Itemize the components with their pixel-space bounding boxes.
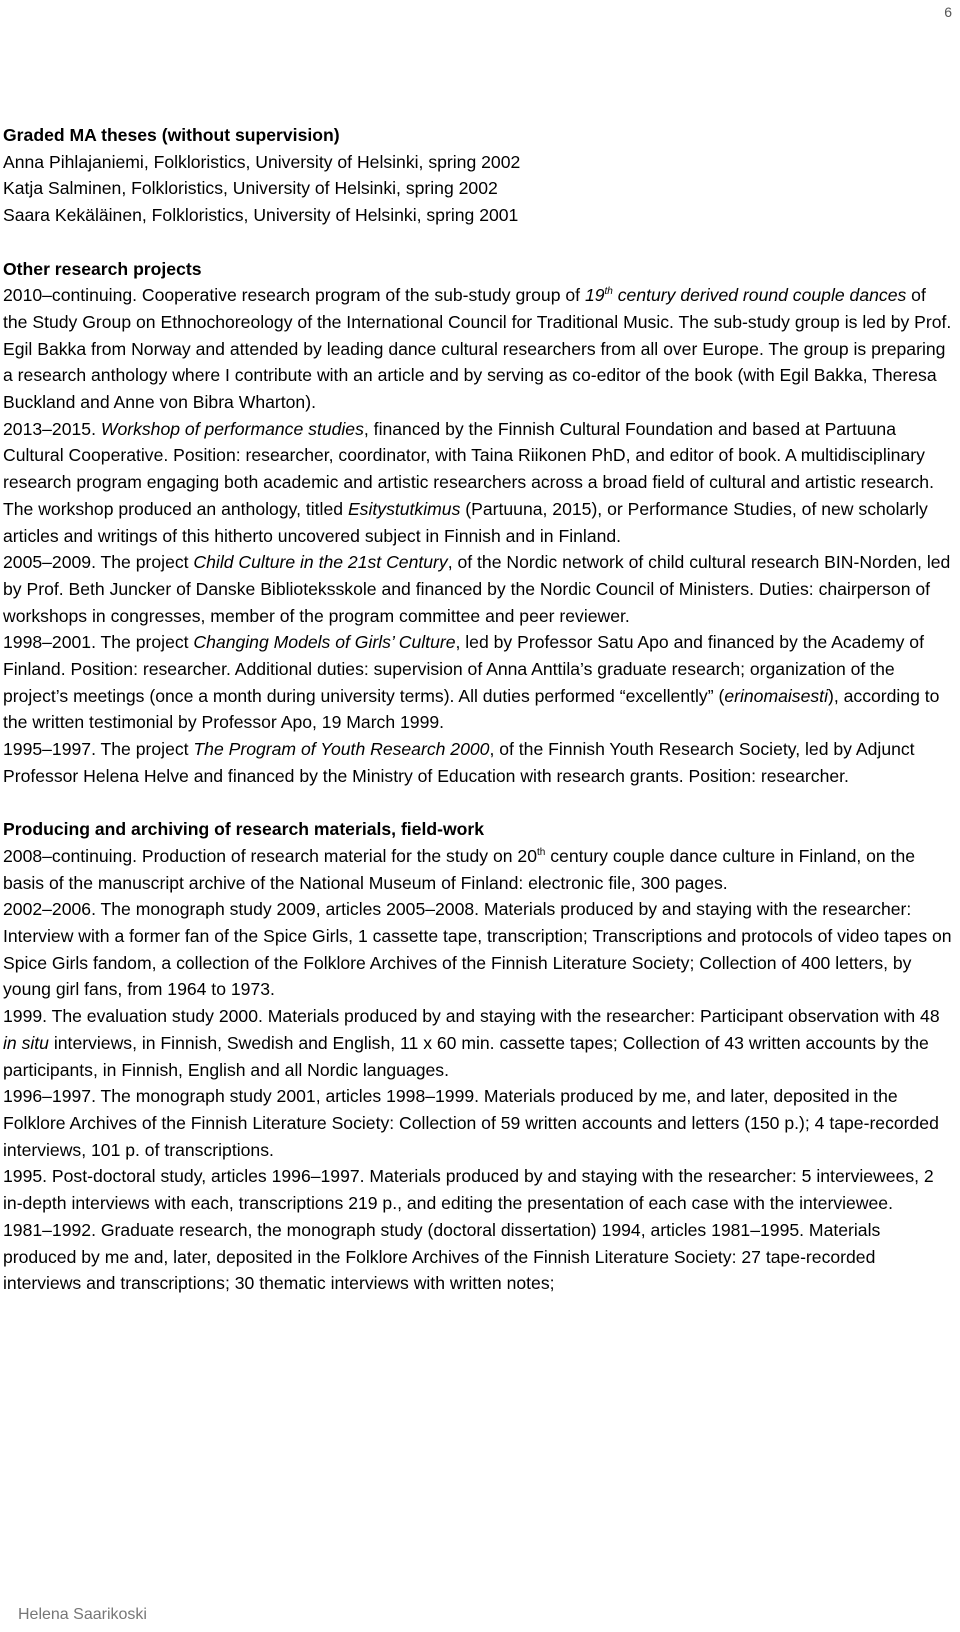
entry-italic: Child Culture in the 21st Century [193,552,448,573]
entry-text: 1999. The evaluation study 2000. Materials produced by and staying with the researcher: Participant observation with 48 [3,1006,940,1027]
section-graded-ma-theses [3,122,955,229]
material-entry: 1996–1997. The monograph study 2001, articles 1998–1999. Materials produced by me, and later, deposited in the Folklore Archives of the Finnish Literature Society: Collection of 59 written accounts and letters (150 p.); 4 tape-recorded interviews, 101 p. of transcriptions. [3,1086,939,1160]
entry-text: 2013–2015. [3,418,101,439]
entry-text: century couple dance culture in Finland, on the basis of the manuscript archive of the National Museum of Finland: electronic file, 300 pages. [3,845,916,893]
entry-italic: Esitystutkimus [347,498,461,519]
section-heading: Other research projects [3,258,202,279]
entry-italic [585,285,906,305]
section-heading: Producing and archiving of research materials, field-work [3,819,485,840]
spacer [3,229,955,256]
thesis-line: Saara Kekäläinen, Folkloristics, University of Helsinki, spring 2001 [3,205,519,226]
section-producing-archiving [3,816,955,1297]
section-other-research-projects [3,256,955,790]
entry-italic: Changing Models of Girls’ Culture [193,632,456,653]
entry-text: , led by Professor Satu Apo and financed by the Academy of Finland. Position: researcher. Additional duties: supervision of Anna Anttila’s graduate research; organization of the project’s meetings (once a month during university terms). All duties performed “excellently” ( [3,632,924,706]
entry-italic-text: century derived round couple dances [612,285,907,306]
project-entry [3,416,955,550]
thesis-line: Katja Salminen, Folkloristics, University of Helsinki, spring 2002 [3,178,498,199]
material-entry: 1981–1992. Graduate research, the monograph study (doctoral dissertation) 1994, articles 1981–1995. Materials produced by me and, later, deposited in the Folklore Archives of the Finnish Literature Society: 27 tape-recorded interviews and transcriptions; 30 thematic interviews with written notes; [3,1219,881,1294]
entry-text: interviews, in Finnish, Swedish and English, 11 x 60 min. cassette tapes; Collection of 43 written accounts by the participants, in Finnish, English and all Nordic languages. [3,1032,929,1080]
entry-text: 1998–2001. The project [3,632,194,653]
material-entry [3,1003,955,1083]
thesis-line: Anna Pihlajaniemi, Folkloristics, University of Helsinki, spring 2002 [3,151,521,172]
section-heading: Graded MA theses (without supervision) [3,125,340,145]
entry-italic: erinomaisesti [724,685,828,706]
project-entry [3,629,955,736]
entry-text: of the Study Group on Ethnochoreology of the International Council for Traditional Music. The sub-study group is led by Prof. Egil Bakka from Norway and attended by leading dance cultural researchers from all over Europe. The group is preparing a research anthology where I contribute with an article and by serving as co-editor of the book (with Egil Bakka, Theresa Buckland and Anne von Bibra Wharton). [3,285,952,413]
entry-text: 2008–continuing. Production of research material for the study on 20 [3,845,538,866]
entry-text: , of the Nordic network of child cultural research BIN-Norden, led by Prof. Beth Juncker of Danske Biblioteksskole and financed by the Nordic Council of Ministers. Duties: chairperson of workshops in congresses, member of the program committee and peer reviewer. [3,552,951,626]
entry-text: ), according to the written testimonial by Professor Apo, 19 March 1999. [3,685,940,733]
entry-italic: in situ [3,1032,49,1053]
material-entry [3,843,955,896]
material-entry: 2002–2006. The monograph study 2009, articles 2005–2008. Materials produced by and staying with the researcher: Interview with a former fan of the Spice Girls, 1 cassette tape, transcription; Transcriptions and protocols of video tapes on Spice Girls fandom, a collection of the Folklore Archives of the Finnish Literature Society; Collection of 400 letters, by young girl fans, from 1964 to 1973. [3,899,952,1000]
spacer [3,790,955,817]
material-entry: 1995. Post-doctoral study, articles 1996–1997. Materials produced by and staying with the researcher: 5 interviewees, 2 in-depth interviews with each, transcriptions 219 p., and editing the presentation of each case with the interviewee. [3,1166,934,1214]
footer-author: Helena Saarikoski [18,1606,147,1623]
entry-text: 2005–2009. The project [3,552,194,573]
project-entry [3,736,955,789]
project-entry [3,282,955,416]
entry-text: (Partuuna, 2015), or Performance Studies, of new scholarly articles and writings of this hitherto uncovered subject in Finnish and in Finland. [3,498,928,546]
project-entry [3,549,955,629]
entry-italic-text: 19 [584,285,605,306]
entry-italic: The Program of Youth Research 2000 [193,739,490,760]
document-body [3,122,955,1297]
entry-text: 2010–continuing. Cooperative research program of the sub-study group of [3,285,585,306]
page-number: 6 [944,4,952,20]
entry-italic: Workshop of performance studies [100,418,364,439]
entry-text: , of the Finnish Youth Research Society, led by Adjunct Professor Helena Helve and financed by the Ministry of Education with research grants. Position: researcher. [3,739,915,786]
superscript: th [537,847,546,859]
entry-text: , financed by the Finnish Cultural Foundation and based at Partuuna Cultural Cooperative. Position: researcher, coordinator, with Taina Riikonen PhD, and editor of book. A multidisciplinary research program engaging both academic and artistic researchers across a broad field of cultural and artistic research. The workshop produced an anthology, titled [3,418,934,519]
superscript: th [604,286,613,298]
entry-text: 1995–1997. The project [3,739,194,760]
